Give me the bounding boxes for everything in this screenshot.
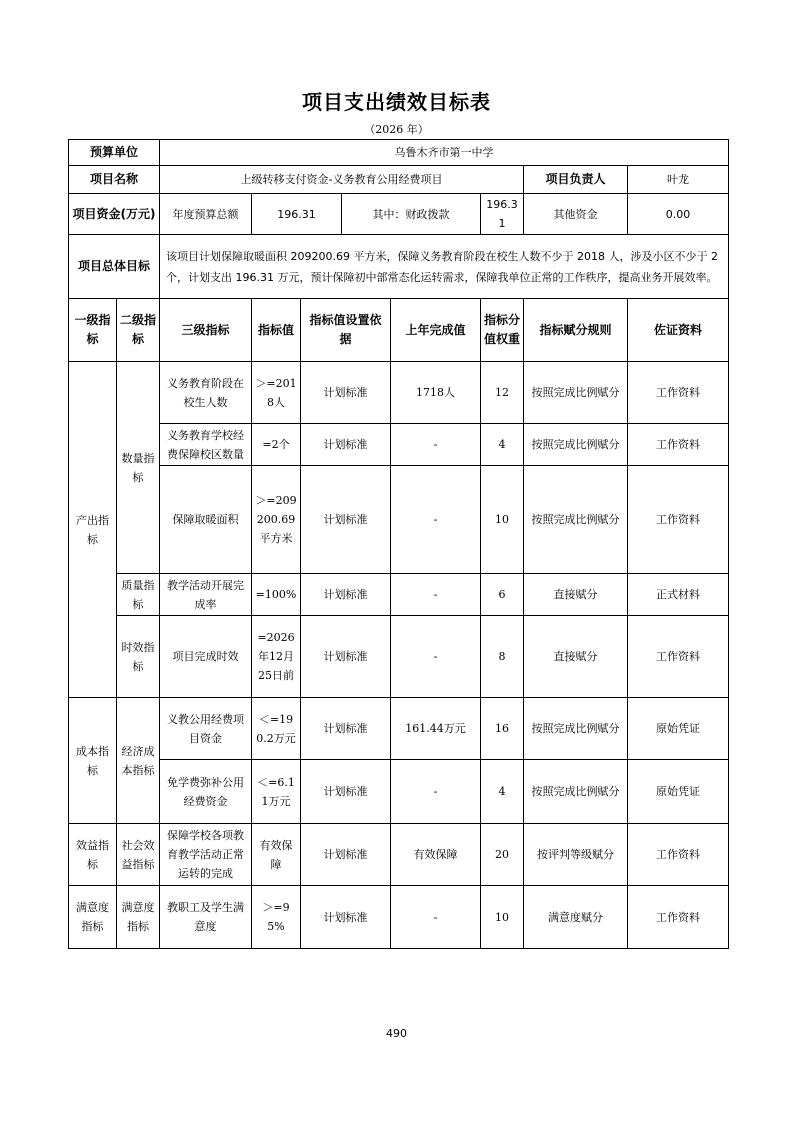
header-level2: 二级指标 [117,299,160,362]
indicator-basis: 计划标准 [301,824,391,886]
goal-value: 该项目计划保障取暖面积 209200.69 平方米，保障义务教育阶段在校生人数不少于 2018 人，涉及小区不少于 2 个，计划支出 196.31 万元，预计保障初中部常态化运转需求，保障我单位正常的工作秩序，提高业务开展效率。 [160,235,729,299]
indicator-weight: 8 [481,616,524,698]
budget-unit-row [69,140,729,166]
indicator-basis: 计划标准 [301,760,391,824]
header-level1: 一级指标 [69,299,117,362]
indicator-evidence: 工作资料 [628,886,729,949]
header-basis: 指标值设置依据 [301,299,391,362]
indicator-basis: 计划标准 [301,466,391,574]
project-name-row [69,166,729,194]
indicator-evidence: 正式材料 [628,574,729,616]
indicator-weight: 4 [481,424,524,466]
indicator-value: ＜=190.2万元 [252,698,301,760]
table-row [69,760,729,824]
header-rule: 指标赋分规则 [524,299,628,362]
fiscal-label: 其中：财政拨款 [342,194,481,235]
table-row [69,886,729,949]
other-funds-label: 其他资金 [524,194,628,235]
indicator-rule: 按照完成比例赋分 [524,466,628,574]
indicator-evidence: 原始凭证 [628,698,729,760]
indicator-value: ＜=6.11万元 [252,760,301,824]
group-output: 产出指标 [69,362,117,698]
table-row [69,424,729,466]
funds-row [69,194,729,235]
indicator-weight: 10 [481,466,524,574]
group-benefit: 效益指标 [69,824,117,886]
year-label: （2026 年） [364,123,429,136]
indicator-weight: 16 [481,698,524,760]
table-row [69,824,729,886]
project-leader-label: 项目负责人 [524,166,628,194]
indicator-value: ＞=95% [252,886,301,949]
indicator-last-year: - [391,466,481,574]
indicator-value: 有效保障 [252,824,301,886]
group-social: 社会效益指标 [117,824,160,886]
indicator-rule: 按照完成比例赋分 [524,698,628,760]
header-row [69,299,729,362]
indicator-weight: 10 [481,886,524,949]
indicator-rule: 按照完成比例赋分 [524,362,628,424]
project-leader-value: 叶龙 [628,166,729,194]
group-cost: 成本指标 [69,698,117,824]
header-level3: 三级指标 [160,299,252,362]
indicator-evidence: 工作资料 [628,362,729,424]
indicator-name: 教职工及学生满意度 [160,886,252,949]
indicator-last-year: - [391,424,481,466]
indicator-weight: 6 [481,574,524,616]
table-row [69,616,729,698]
goal-row [69,235,729,299]
indicator-name: 义教公用经费项目资金 [160,698,252,760]
annual-total-label: 年度预算总额 [160,194,252,235]
indicator-rule: 按评判等级赋分 [524,824,628,886]
indicator-value: =2个 [252,424,301,466]
performance-table [68,139,729,949]
table-row [69,466,729,574]
indicator-name: 教学活动开展完成率 [160,574,252,616]
indicator-evidence: 工作资料 [628,616,729,698]
indicator-last-year: - [391,616,481,698]
indicator-evidence: 工作资料 [628,824,729,886]
group-satisfaction: 满意度指标 [69,886,117,949]
indicator-rule: 直接赋分 [524,574,628,616]
fiscal-value: 196.31 [481,194,524,235]
indicator-basis: 计划标准 [301,616,391,698]
indicator-rule: 直接赋分 [524,616,628,698]
budget-unit-label: 预算单位 [69,140,160,166]
indicator-evidence: 工作资料 [628,424,729,466]
indicator-rule: 按照完成比例赋分 [524,424,628,466]
indicator-weight: 12 [481,362,524,424]
project-name-label: 项目名称 [69,166,160,194]
indicator-name: 保障取暖面积 [160,466,252,574]
indicator-name: 保障学校各项教育教学活动正常运转的完成 [160,824,252,886]
indicator-value: ＞=209200.69平方米 [252,466,301,574]
budget-unit-value: 乌鲁木齐市第一中学 [160,140,729,166]
indicator-weight: 4 [481,760,524,824]
indicator-weight: 20 [481,824,524,886]
table-row [69,698,729,760]
indicator-last-year: 有效保障 [391,824,481,886]
indicator-last-year: - [391,574,481,616]
header-last-year: 上年完成值 [391,299,481,362]
indicator-basis: 计划标准 [301,362,391,424]
header-value: 指标值 [252,299,301,362]
project-name-value: 上级转移支付资金-义务教育公用经费项目 [160,166,524,194]
header-evidence: 佐证资料 [628,299,729,362]
group-quantity: 数量指标 [117,362,160,574]
indicator-name: 免学费弥补公用经费资金 [160,760,252,824]
group-timeliness: 时效指标 [117,616,160,698]
group-satisfaction-sub: 满意度指标 [117,886,160,949]
indicator-basis: 计划标准 [301,574,391,616]
page-title: 项目支出绩效目标表 [302,90,491,114]
indicator-basis: 计划标准 [301,424,391,466]
indicator-last-year: 161.44万元 [391,698,481,760]
annual-total-value: 196.31 [252,194,342,235]
group-econ-cost: 经济成本指标 [117,698,160,824]
indicator-name: 项目完成时效 [160,616,252,698]
table-row [69,362,729,424]
funds-label: 项目资金(万元) [69,194,160,235]
indicator-evidence: 工作资料 [628,466,729,574]
indicator-value: ＞=2018人 [252,362,301,424]
indicator-value: =2026年12月25日前 [252,616,301,698]
other-funds-value: 0.00 [628,194,729,235]
indicator-last-year: - [391,886,481,949]
indicator-name: 义务教育学校经费保障校区数量 [160,424,252,466]
indicator-last-year: 1718人 [391,362,481,424]
group-quality: 质量指标 [117,574,160,616]
goal-label: 项目总体目标 [69,235,160,299]
header-weight: 指标分值权重 [481,299,524,362]
indicator-evidence: 原始凭证 [628,760,729,824]
table-row [69,574,729,616]
indicator-basis: 计划标准 [301,698,391,760]
indicator-rule: 满意度赋分 [524,886,628,949]
indicator-value: =100% [252,574,301,616]
indicator-rule: 按照完成比例赋分 [524,760,628,824]
indicator-last-year: - [391,760,481,824]
indicator-name: 义务教育阶段在校生人数 [160,362,252,424]
page-number: 490 [386,1027,407,1040]
indicator-basis: 计划标准 [301,886,391,949]
